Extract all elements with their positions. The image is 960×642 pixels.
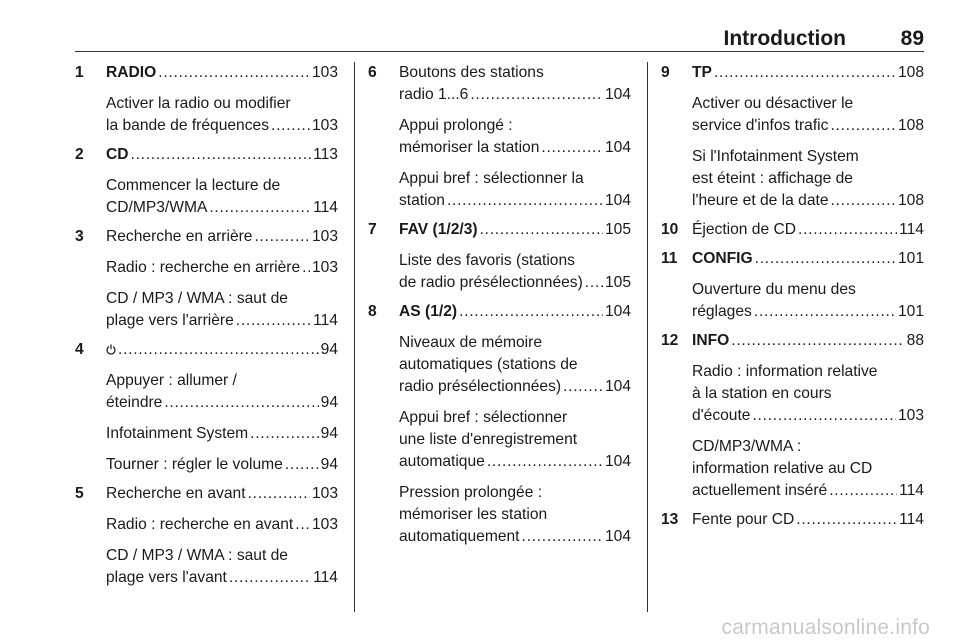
index-line[interactable] (692, 219, 924, 241)
index-entry (75, 62, 338, 137)
dot-leader (829, 480, 897, 502)
entry-label: TP (692, 64, 712, 81)
index-entry (661, 330, 924, 502)
sub-entry (399, 407, 631, 473)
entry-label: Fente pour CD (692, 511, 795, 528)
dot-leader (798, 219, 897, 241)
page-reference[interactable]: 104 (604, 453, 631, 470)
page-reference[interactable]: 103 (311, 117, 338, 134)
index-line[interactable] (399, 137, 631, 159)
sub-entry (692, 146, 924, 212)
entry-label: CONFIG (692, 250, 753, 267)
sub-entry-text: information relative au CD (692, 460, 873, 477)
entry-label: station (399, 192, 445, 209)
index-entry (661, 509, 924, 531)
page-reference[interactable]: 114 (899, 511, 924, 528)
sub-entry (106, 454, 338, 476)
index-line[interactable] (106, 423, 338, 445)
dot-leader (248, 483, 310, 505)
page-reference[interactable]: 114 (899, 221, 924, 238)
index-line[interactable] (692, 480, 924, 502)
sub-entry-text: CD / MP3 / WMA : saut de (106, 547, 288, 564)
dot-leader (164, 392, 318, 414)
dot-leader (480, 219, 603, 241)
entry-label: de radio présélectionnées) (399, 274, 583, 291)
entry-number: 13 (661, 511, 679, 528)
sub-entry-text: CD/MP3/WMA : (692, 438, 802, 455)
dot-leader (295, 514, 310, 536)
page-reference[interactable]: 114 (313, 312, 338, 329)
sub-entry (106, 545, 338, 589)
column-divider (354, 62, 355, 612)
page-number: 89 (900, 27, 924, 50)
sub-entry-text: Appui bref : sélectionner (399, 409, 568, 426)
index-line[interactable] (106, 257, 338, 279)
column-divider (647, 62, 648, 612)
sub-entry-text: CD / MP3 / WMA : saut de (106, 290, 288, 307)
dot-leader (563, 376, 603, 398)
dot-leader (285, 454, 319, 476)
entry-label: actuellement inséré (692, 482, 828, 499)
page-reference[interactable]: 101 (897, 250, 924, 267)
sub-entry (106, 288, 338, 332)
sub-entry-text: Liste des favoris (stations (399, 252, 575, 269)
entry-number: 1 (75, 64, 84, 81)
dot-leader (447, 190, 603, 212)
sub-entry (692, 279, 924, 323)
dot-leader (831, 190, 896, 212)
entry-wrapper (75, 483, 338, 589)
page-reference[interactable]: 105 (604, 221, 631, 238)
sub-entry (106, 257, 338, 279)
index-entry (661, 62, 924, 212)
page-reference[interactable]: 104 (604, 86, 631, 103)
index-line[interactable] (692, 405, 924, 427)
index-line[interactable] (106, 310, 338, 332)
entry-wrapper (75, 62, 338, 137)
sub-entry-text: Ouverture du menu des (692, 281, 856, 298)
index-line[interactable] (399, 526, 631, 548)
page-reference[interactable]: 104 (604, 303, 631, 320)
page-reference[interactable]: 114 (899, 482, 924, 499)
page-reference[interactable]: 94 (320, 394, 338, 411)
index-entry (368, 219, 631, 294)
page-reference[interactable]: 103 (311, 259, 338, 276)
entry-label: réglages (692, 303, 752, 320)
dot-leader (250, 423, 318, 445)
sub-entry-text: Si l'Infotainment System (692, 148, 859, 165)
dot-leader (714, 62, 896, 84)
sub-entry (399, 168, 631, 212)
entry-wrapper (661, 330, 924, 502)
page-reference[interactable]: 103 (311, 516, 338, 533)
entry-number: 5 (75, 485, 84, 502)
entry-label: d'écoute (692, 407, 751, 424)
page-reference[interactable]: 94 (320, 341, 338, 358)
page-reference[interactable]: 104 (604, 139, 631, 156)
dot-leader (830, 115, 896, 137)
entry-wrapper (368, 219, 631, 294)
sub-entry-text: Commencer la lecture de (106, 177, 281, 194)
index-line[interactable] (106, 392, 338, 414)
entry-label: éteindre (106, 394, 163, 411)
entry-number: 8 (368, 303, 377, 320)
index-entry (75, 144, 338, 219)
page-reference[interactable]: 103 (311, 228, 338, 245)
page-title: Introduction (723, 27, 846, 50)
entry-label: CD (106, 146, 129, 163)
dot-leader (459, 301, 603, 323)
dot-leader (271, 115, 310, 137)
page-reference[interactable]: 114 (313, 569, 338, 586)
dot-leader (209, 197, 311, 219)
index-column-3 (661, 62, 924, 538)
index-line[interactable] (106, 115, 338, 137)
index-line[interactable] (106, 483, 338, 505)
page-reference[interactable]: 105 (604, 274, 631, 291)
dot-leader (236, 310, 311, 332)
page-reference[interactable]: 94 (320, 456, 338, 473)
sub-entry-text: automatiques (stations de (399, 356, 578, 373)
page-reference[interactable]: 88 (906, 332, 924, 349)
dot-leader (796, 509, 897, 531)
page-reference[interactable]: 108 (897, 192, 924, 209)
index-line[interactable] (399, 451, 631, 473)
dot-leader (470, 84, 603, 106)
entry-label: radio présélectionnées) (399, 378, 562, 395)
index-entry (661, 219, 924, 241)
sub-entry (106, 370, 338, 414)
sub-entry (399, 250, 631, 294)
sub-entry-text: Niveaux de mémoire (399, 334, 543, 351)
entry-wrapper (75, 339, 338, 476)
entry-wrapper (75, 144, 338, 219)
entry-label: automatiquement (399, 528, 520, 545)
watermark: carmanualsonline.info (721, 616, 930, 639)
power-icon (106, 340, 116, 351)
entry-label: Boutons des stations (399, 64, 544, 81)
index-line[interactable] (106, 62, 338, 84)
index-entry (75, 339, 338, 476)
index-entry (661, 248, 924, 323)
dot-leader (131, 144, 312, 166)
entry-label: INFO (692, 332, 730, 349)
dot-leader (522, 526, 603, 548)
header-rule (75, 51, 924, 52)
index-entry (368, 62, 631, 212)
index-line[interactable] (692, 115, 924, 137)
entry-label: plage vers l'arrière (106, 312, 234, 329)
entry-label: Recherche en arrière (106, 228, 253, 245)
page-reference[interactable]: 104 (604, 378, 631, 395)
dot-leader (487, 451, 603, 473)
dot-leader (752, 405, 895, 427)
sub-entry-text: est éteint : affichage de (692, 170, 853, 187)
sub-entry (106, 514, 338, 536)
entry-label: FAV (1/2/3) (399, 221, 478, 238)
entry-label: Recherche en avant (106, 485, 246, 502)
entry-wrapper (661, 62, 924, 212)
index-line[interactable] (692, 62, 924, 84)
index-line[interactable] (399, 376, 631, 398)
sub-entry-text: mémoriser les station (399, 506, 548, 523)
page-reference[interactable]: 114 (313, 199, 338, 216)
entry-number: 9 (661, 64, 670, 81)
sub-entry (106, 423, 338, 445)
index-line[interactable] (106, 144, 338, 166)
entry-wrapper (368, 301, 631, 548)
dot-leader (118, 339, 319, 361)
index-entry (75, 483, 338, 589)
dot-leader (541, 137, 603, 159)
entry-label: mémoriser la station (399, 139, 540, 156)
page-reference[interactable]: 104 (604, 192, 631, 209)
page-reference[interactable]: 104 (604, 528, 631, 545)
sub-entry-text: Activer ou désactiver le (692, 95, 854, 112)
index-line[interactable] (106, 339, 338, 361)
index-line[interactable] (106, 197, 338, 219)
entry-label: Tourner : régler le volume (106, 456, 283, 473)
page-reference[interactable]: 108 (897, 64, 924, 81)
index-entry (75, 226, 338, 332)
index-column-2 (368, 62, 631, 555)
page-reference[interactable]: 103 (897, 407, 924, 424)
sub-entry-text: Appui prolongé : (399, 117, 513, 134)
entry-label: automatique (399, 453, 485, 470)
entry-number: 2 (75, 146, 84, 163)
entry-wrapper (661, 509, 924, 531)
entry-label: CD/MP3/WMA (106, 199, 208, 216)
index-line[interactable] (692, 248, 924, 270)
index-line[interactable] (399, 219, 631, 241)
entry-wrapper (368, 62, 631, 212)
page-reference[interactable]: 101 (897, 303, 924, 320)
entry-number: 3 (75, 228, 84, 245)
index-line[interactable] (106, 514, 338, 536)
entry-wrapper (75, 226, 338, 332)
sub-entry (399, 115, 631, 159)
sub-entry-text: à la station en cours (692, 385, 832, 402)
entry-wrapper (661, 248, 924, 323)
entry-number: 10 (661, 221, 679, 238)
index-column-1 (75, 62, 338, 596)
entry-label: plage vers l'avant (106, 569, 227, 586)
sub-entry-text: Appui bref : sélectionner la (399, 170, 584, 187)
dot-leader (731, 330, 904, 352)
sub-entry (399, 332, 631, 398)
entry-label: service d'infos trafic (692, 117, 829, 134)
page-reference[interactable]: 103 (311, 64, 338, 81)
sub-entry (692, 93, 924, 137)
dot-leader (754, 301, 896, 323)
entry-number: 7 (368, 221, 377, 238)
entry-number: 4 (75, 341, 84, 358)
entry-label: la bande de fréquences (106, 117, 269, 134)
sub-entry-text: Activer la radio ou modifier (106, 95, 291, 112)
entry-label: AS (1/2) (399, 303, 458, 320)
sub-entry (692, 436, 924, 502)
sub-entry-text: Pression prolongée : (399, 484, 543, 501)
index-line[interactable] (399, 84, 631, 106)
sub-entry (106, 93, 338, 137)
index-line[interactable] (692, 190, 924, 212)
index-line[interactable] (692, 509, 924, 531)
index-line[interactable] (399, 190, 631, 212)
dot-leader (585, 272, 603, 294)
page-reference[interactable]: 94 (320, 425, 338, 442)
index-line[interactable] (399, 272, 631, 294)
index-line[interactable] (399, 301, 631, 323)
sub-entry-text: Radio : information relative (692, 363, 878, 380)
dot-leader (158, 62, 310, 84)
entry-number: 11 (661, 250, 678, 267)
entry-label: RADIO (106, 64, 157, 81)
index-line[interactable] (106, 226, 338, 248)
sub-entry (692, 361, 924, 427)
page-reference[interactable]: 103 (311, 485, 338, 502)
entry-label: radio 1...6 (399, 86, 469, 103)
entry-number: 6 (368, 64, 377, 81)
dot-leader (229, 567, 311, 589)
dot-leader (755, 248, 896, 270)
dot-leader (302, 257, 310, 279)
entry-wrapper (661, 219, 924, 241)
sub-entry-text: une liste d'enregistrement (399, 431, 578, 448)
entry-number: 12 (661, 332, 679, 349)
index-entry (368, 301, 631, 548)
sub-entry-text: Appuyer : allumer / (106, 372, 237, 389)
sub-entry (106, 175, 338, 219)
index-line[interactable] (692, 301, 924, 323)
entry-label: Infotainment System (106, 425, 249, 442)
index-line[interactable] (106, 567, 338, 589)
entry-label: Éjection de CD (692, 221, 797, 238)
page-reference[interactable]: 113 (313, 146, 338, 163)
index-line[interactable] (106, 454, 338, 476)
index-line[interactable] (692, 330, 924, 352)
entry-label: Radio : recherche en arrière (106, 259, 301, 276)
page-reference[interactable]: 108 (897, 117, 924, 134)
dot-leader (254, 226, 309, 248)
entry-label: Radio : recherche en avant (106, 516, 294, 533)
sub-entry (399, 482, 631, 548)
entry-label: l'heure et de la date (692, 192, 829, 209)
